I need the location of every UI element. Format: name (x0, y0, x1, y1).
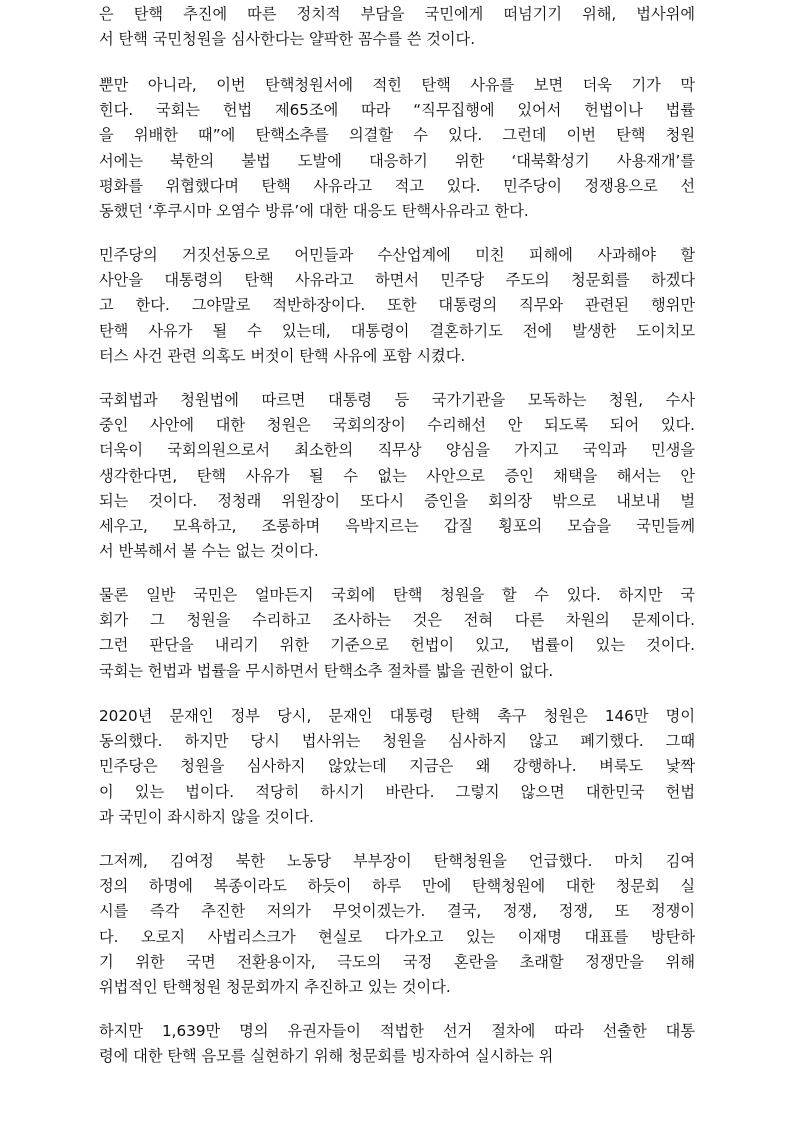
paragraph-3 (99, 243, 695, 369)
text-line: 세우고, 모욕하고, 조롱하며 윽박지르는 갑질 횡포의 모습을 국민들께 (99, 517, 695, 536)
text-line: 평화를 위협했다며 탄핵 사유라고 적고 있다. 민주당이 정쟁용으로 선 (99, 176, 695, 195)
text-line: 을 위배한 때”에 탄핵소추를 의결할 수 있다. 그런데 이번 탄핵 청원 (99, 126, 695, 145)
text-line: 령에 대한 탄핵 음모를 실현하기 위해 청문회를 빙자하여 실시하는 위 (99, 1047, 554, 1066)
text-line: 하지만 1,639만 명의 유권자들이 적법한 선거 절차에 따라 선출한 대통 (99, 1022, 695, 1040)
text-line: 국회법과 청원법에 따르면 대통령 등 국가기관을 모독하는 청원, 수사 (99, 391, 695, 409)
text-line: 동의했다. 하지만 당시 법사위는 청원을 심사하지 않고 폐기했다. 그때 (99, 732, 695, 751)
paragraph-6 (99, 704, 695, 830)
text-line: 고 한다. 그야말로 적반하장이다. 또한 대통령의 직무와 관련된 행위만 (99, 296, 695, 315)
text-line: 그런 판단을 내리기 위한 기준으로 헌법이 있고, 법률이 있는 것이다. (99, 636, 695, 655)
text-line: 회가 그 청원을 수리하고 조사하는 것은 전혀 다른 차원의 문제이다. (99, 611, 695, 630)
text-line: 뿐만 아니라, 이번 탄핵청원서에 적힌 탄핵 사유를 보면 더욱 기가 막 (99, 76, 695, 94)
text-line: 민주당의 거짓선동으로 어민들과 수산업계에 미친 피해에 사과해야 할 (99, 246, 695, 264)
text-line: 2020년 문재인 정부 당시, 문재인 대통령 탄핵 촉구 청원은 146만 명이 (99, 707, 695, 725)
paragraph-1 (99, 2, 695, 52)
text-line: 생각한다면, 탄핵 사유가 될 수 없는 사안으로 증인 채택을 해서는 안 (99, 466, 695, 485)
paragraph-5 (99, 583, 695, 684)
text-line: 되는 것이다. 정청래 위원장이 또다시 증인을 회의장 밖으로 내보내 벌 (99, 491, 695, 510)
text-line: 정의 하명에 복종이라도 하듯이 하루 만에 탄핵청원에 대한 청문회 실 (99, 877, 695, 896)
text-line: 물론 일반 국민은 얼마든지 국회에 탄핵 청원을 할 수 있다. 하지만 국 (99, 586, 695, 604)
paragraph-7 (99, 849, 695, 1000)
text-line: 은 탄핵 추진에 따른 정치적 부담을 국민에게 떠넘기기 위해, 법사위에 (99, 5, 695, 23)
text-line: 다. 오로지 사법리스크가 현실로 다가오고 있는 이재명 대표를 방탄하 (99, 927, 695, 946)
text-line: 터스 사건 관련 의혹도 버젓이 탄핵 사유에 포함 시켰다. (99, 346, 466, 365)
text-line: 위법적인 탄핵청원 청문회까지 추진하고 있는 것이다. (99, 978, 451, 997)
text-line: 사안을 대통령의 탄핵 사유라고 하면서 민주당 주도의 청문회를 하겠다 (99, 271, 695, 290)
text-line: 동했던 ‘후쿠시마 오염수 방류’에 대한 대응도 탄핵사유라고 한다. (99, 202, 529, 221)
paragraph-4 (99, 388, 695, 564)
text-line: 서에는 북한의 불법 도발에 대응하기 위한 ‘대북확성기 사용재개’를 (99, 151, 695, 170)
text-line: 더욱이 국회의원으로서 최소한의 직무상 양심을 가지고 국익과 민생을 (99, 441, 695, 460)
text-line: 시를 즉각 추진한 저의가 무엇이겠는가. 결국, 정쟁, 정쟁, 또 정쟁이 (99, 902, 695, 921)
text-line: 그저께, 김여정 북한 노동당 부부장이 탄핵청원을 언급했다. 마치 김여 (99, 852, 695, 870)
paragraph-8 (99, 1019, 695, 1069)
text-line: 이 있는 법이다. 적당히 하시기 바란다. 그렇지 않으면 대한민국 헌법 (99, 782, 695, 801)
text-line: 기 위한 국면 전환용이자, 극도의 국정 혼란을 초래할 정쟁만을 위해 (99, 952, 695, 971)
text-line: 탄핵 사유가 될 수 있는데, 대통령이 결혼하기도 전에 발생한 도이치모 (99, 321, 695, 340)
text-line: 서 탄핵 국민청원을 심사한다는 얄팍한 꼼수를 쓴 것이다. (99, 30, 476, 49)
paragraph-2 (99, 73, 695, 224)
text-line: 중인 사안에 대한 청원은 국회의장이 수리해선 안 되도록 되어 있다. (99, 416, 695, 435)
text-line: 과 국민이 좌시하지 않을 것이다. (99, 807, 314, 826)
text-line: 힌다. 국회는 헌법 제65조에 따라 “직무집행에 있어서 헌법이나 법률 (99, 101, 695, 120)
text-line: 민주당은 청원을 심사하지 않았는데 지금은 왜 강행하나. 벼룩도 낯짝 (99, 757, 695, 776)
text-line: 국회는 헌법과 법률을 무시하면서 탄핵소추 절차를 밟을 권한이 없다. (99, 661, 554, 680)
text-line: 서 반복해서 볼 수는 없는 것이다. (99, 542, 319, 561)
